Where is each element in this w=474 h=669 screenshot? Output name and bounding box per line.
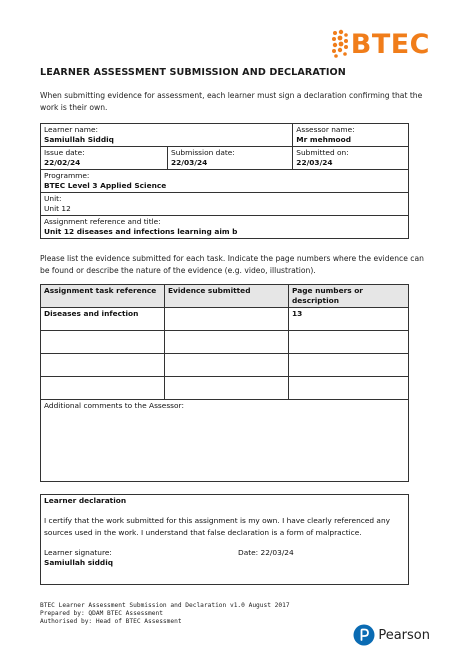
btec-logo xyxy=(331,28,430,60)
page-title: LEARNER ASSESSMENT SUBMISSION AND DECLARATION xyxy=(40,67,346,78)
table-row xyxy=(41,308,409,331)
assessor-name-value: Mr mehmood xyxy=(296,135,351,144)
unit-label: Unit: xyxy=(44,194,62,203)
evidence-cell[interactable] xyxy=(41,331,165,354)
submitted-on-cell xyxy=(293,147,409,170)
evidence-cell[interactable] xyxy=(165,308,289,331)
submission-date-value: 22/03/24 xyxy=(171,158,208,167)
assessor-comments-field[interactable] xyxy=(41,400,409,482)
declaration-cell xyxy=(41,495,409,585)
evidence-cell[interactable] xyxy=(165,377,289,400)
table-row xyxy=(41,331,409,354)
unit-cell xyxy=(41,193,409,216)
declaration-body: I certify that the work submitted for this assignment is my own. I have clearly referenced any sources used in the work. I understand that false declaration is a form of malpractice. xyxy=(44,516,390,537)
assessor-name-label: Assessor name: xyxy=(296,125,355,134)
learner-name-label: Learner name: xyxy=(44,125,99,134)
evidence-cell[interactable]: Diseases and infection xyxy=(41,308,165,331)
signature-label: Learner signature: xyxy=(44,548,112,557)
btec-logo-text: BTEC xyxy=(350,28,430,60)
evidence-cell[interactable]: 13 xyxy=(289,308,409,331)
evidence-header-pages: Page numbers or description xyxy=(289,285,409,308)
details-table xyxy=(40,123,409,239)
pearson-logo xyxy=(353,624,430,646)
declaration-date-value[interactable]: 22/03/24 xyxy=(260,548,294,557)
submission-date-label: Submission date: xyxy=(171,148,235,157)
intro-text: When submitting evidence for assessment, each learner must sign a declaration confirming that the work is their own. xyxy=(40,91,423,112)
footer-version: BTEC Learner Assessment Submission and Declaration v1.0 August 2017 xyxy=(40,602,290,609)
issue-date-label: Issue date: xyxy=(44,148,85,157)
table-row xyxy=(41,377,409,400)
programme-cell xyxy=(41,170,409,193)
assignment-label: Assignment reference and title: xyxy=(44,217,161,226)
declaration-date-label: Date: xyxy=(238,548,259,557)
declaration-heading: Learner declaration xyxy=(44,496,127,505)
evidence-cell[interactable] xyxy=(165,331,289,354)
evidence-header-task: Assignment task reference xyxy=(41,285,165,308)
table-row xyxy=(41,354,409,377)
issue-date-value: 22/02/24 xyxy=(44,158,81,167)
issue-date-cell xyxy=(41,147,168,170)
evidence-cell[interactable] xyxy=(41,354,165,377)
evidence-cell[interactable] xyxy=(41,377,165,400)
evidence-cell[interactable] xyxy=(289,354,409,377)
evidence-intro-text: Please list the evidence submitted for each task. Indicate the page numbers where the evidence can be found or describe the nature of the evidence (e.g. video, illustration). xyxy=(40,254,424,275)
evidence-cell[interactable] xyxy=(165,354,289,377)
pearson-logo-text: Pearson xyxy=(378,627,430,643)
assignment-cell xyxy=(41,216,409,239)
evidence-header-evidence: Evidence submitted xyxy=(165,285,289,308)
pearson-p-icon xyxy=(353,624,375,646)
footer-prepared-by: Prepared by: QDAM BTEC Assessment xyxy=(40,610,163,617)
learner-name-cell xyxy=(41,124,293,147)
declaration-table xyxy=(40,494,409,585)
assignment-value: Unit 12 diseases and infections learning aim b xyxy=(44,227,238,236)
submitted-on-value: 22/03/24 xyxy=(296,158,333,167)
programme-label: Programme: xyxy=(44,171,90,180)
evidence-cell[interactable] xyxy=(289,331,409,354)
evidence-cell[interactable] xyxy=(289,377,409,400)
submission-date-cell xyxy=(168,147,293,170)
submitted-on-label: Submitted on: xyxy=(296,148,349,157)
footer xyxy=(40,602,290,626)
programme-value: BTEC Level 3 Applied Science xyxy=(44,181,167,190)
signature-value[interactable]: Samiullah siddiq xyxy=(44,558,114,567)
footer-authorised-by: Authorised by: Head of BTEC Assessment xyxy=(40,618,182,625)
evidence-table xyxy=(40,284,409,482)
learner-name-value: Samiullah Siddiq xyxy=(44,135,114,144)
assessor-comments-label: Additional comments to the Assessor: xyxy=(44,401,184,410)
assessor-name-cell xyxy=(293,124,409,147)
btec-dots-icon xyxy=(331,29,349,59)
unit-value: Unit 12 xyxy=(44,204,71,213)
